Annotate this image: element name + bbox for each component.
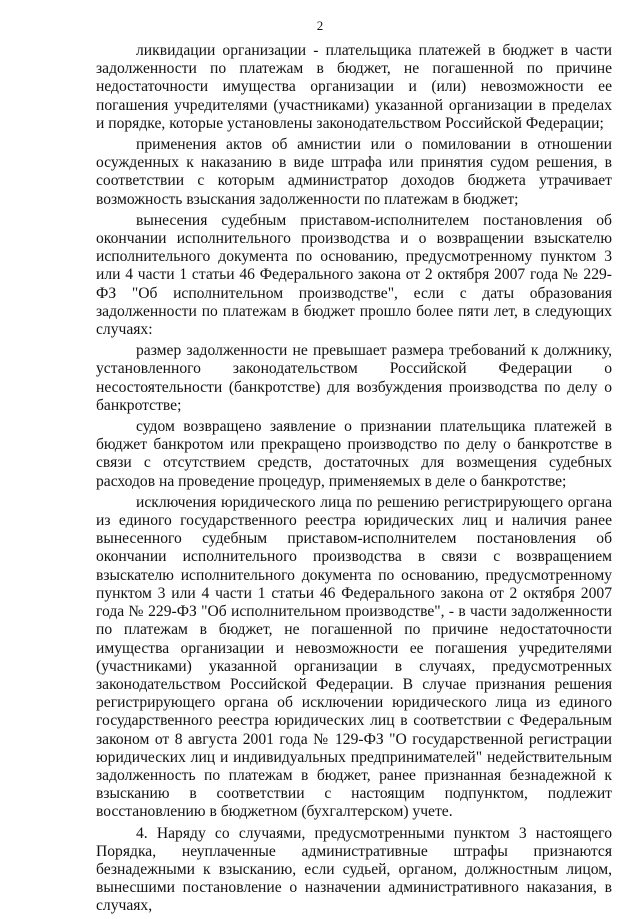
paragraph-amnesty: применения актов об амнистии или о помиловании в отношении осужденных к наказанию в виде штрафа или принятия судом решения, в соответствии с которым администратор доходов бюджета утрачивает возможность взыскания задолженности по платежам в бюджет; — [96, 136, 612, 208]
document-body — [96, 42, 612, 919]
paragraph-liquidation: ликвидации организации - плательщика платежей в бюджет в части задолженности по платежам в бюджет, не погашенной по причине недостаточности имущества организации и (или) невозможности ее погашения учредителями (участниками) указанной организации в пределах и порядке, которые установлены законодательством Российской Федерации; — [96, 42, 612, 132]
paragraph-bailiff-order: вынесения судебным приставом-исполнителем постановления об окончании исполнительного производства и о возвращении взыскателю исполнительного документа по основанию, предусмотренному пунктом 3 или 4 части 1 статьи 46 Федерального закона от 2 октября 2007 года № 229-ФЗ "Об исполнительном производстве", если с даты образования задолженности по платежам в бюджет прошло более пяти лет, в следующих случаях: — [96, 211, 612, 339]
paragraph-bankruptcy-returned: судом возвращено заявление о признании плательщика платежей в бюджет банкротом или прекращено производство по делу о банкротстве в связи с отсутствием средств, достаточных для возмещения судебных расходов на проведение процедур, применяемых в деле о банкротстве; — [96, 418, 612, 490]
paragraph-legal-entity-exclusion: исключения юридического лица по решению регистрирующего органа из единого государственного реестра юридических лиц и наличия ранее вынесенного судебным приставом-исполнителем постановления об окончании исполнительного производства в связи с возвращением взыскателю исполнительного документа по основанию, предусмотренному пунктом 3 или 4 части 1 статьи 46 Федерального закона от 2 октября 2007 года № 229-ФЗ "Об исполнительном производстве", - в части задолженности по платежам в бюджет, не погашенной по причине недостаточности имущества организации и невозможности ее погашения учредителями (участниками) указанной организации в случаях, предусмотренных законодательством Российской Федерации. В случае признания решения регистрирующего органа об исключении юридического лица из единого государственного реестра юридических лиц в соответствии с Федеральным законом от 8 августа 2001 года № 129-ФЗ "О государственной регистрации юридических лиц и индивидуальных предпринимателей" недействительным задолженность по платежам в бюджет, ранее признанная безнадежной к взысканию в соответствии с настоящим подпунктом, подлежит восстановлению в бюджетном (бухгалтерском) учете. — [96, 493, 612, 821]
page-number: 2 — [316, 18, 324, 33]
paragraph-debt-size: размер задолженности не превышает размера требований к должнику, установленного законодательством Российской Федерации о несостоятельности (банкротстве) для возбуждения производства по делу о банкротстве; — [96, 342, 612, 414]
paragraph-section-4: 4. Наряду со случаями, предусмотренными пунктом 3 настоящего Порядка, неуплаченные административные штрафы признаются безнадежными к взысканию, если судьей, органом, должностным лицом, вынесшими постановление о назначении административного наказания, в случаях, — [96, 824, 612, 915]
